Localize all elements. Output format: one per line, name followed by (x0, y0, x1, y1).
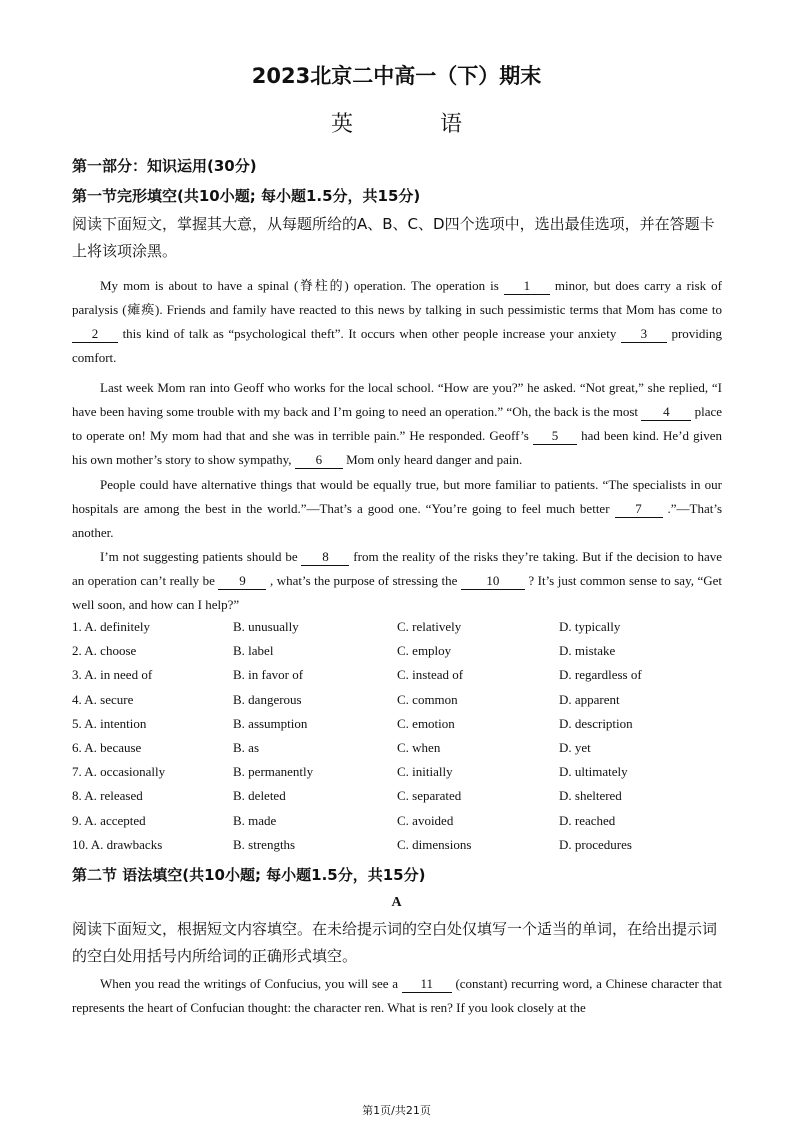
section1-instruction: 阅读下面短文，掌握其大意，从每题所给的A、B、C、D四个选项中，选出最佳选项，并在答题卡上将该项涂黑。 (72, 215, 715, 260)
option-1-B: B. unusually (233, 619, 299, 634)
option-4-C: C. common (397, 691, 458, 707)
option-10-D: D. procedures (559, 836, 632, 852)
option-7-A: 7. A. occasionally (72, 764, 166, 780)
option-row-1 (72, 619, 732, 641)
option-1-A: 1. A. definitely (72, 619, 150, 634)
option-row-10 (72, 837, 732, 859)
option-6-B: B. as (233, 740, 259, 755)
option-row-5 (72, 716, 732, 738)
blank-3: 3 (621, 326, 667, 343)
option-4-D: D. apparent (559, 691, 620, 707)
blank-1: 1 (504, 278, 550, 295)
option-8-D: D. sheltered (559, 788, 622, 804)
option-3-A: 3. A. in need of (72, 667, 153, 683)
option-8-B: B. deleted (233, 788, 286, 804)
passage-letter: A (391, 895, 402, 910)
option-6-D: D. yet (559, 740, 591, 755)
option-2-B: B. label (233, 643, 274, 659)
cloze-paragraph-2: Last week Mom ran into Geoff who works for the local school. “How are you?” he asked. “Not great,” she replied, “I have been having some trouble with my back and I’m going to need an operation.” “Oh, the back is the most 4 place to operate on! My mom had that and she was in terrible pain.” He responded. Geoff’s 5 had been kind. He’d given his own mother’s story to show sympathy, 6 Mom only heard danger and pain. (72, 380, 723, 467)
option-5-D: D. description (559, 715, 633, 731)
option-7-C: C. initially (397, 764, 453, 780)
option-6-C: C. when (397, 740, 441, 755)
cloze-paragraph-4: I’m not suggesting patients should be 8 from the reality of the risks they’re taking. But if the decision to have an operation can’t really be 9 , what’s the purpose of stressing the 10 ? It’s just common sense to say, “Get well soon, and how can I help?” (72, 549, 723, 612)
option-2-A: 2. A. choose (72, 643, 137, 659)
option-2-D: D. mistake (559, 643, 616, 659)
option-row-2 (72, 643, 732, 665)
option-8-C: C. separated (397, 788, 462, 804)
part1-heading: 第一部分：知识运用(30分) (72, 157, 257, 175)
page-number: 第1页/共21页 (362, 1104, 431, 1117)
option-3-D: D. regardless of (559, 667, 642, 683)
subject-title: 英 语 (331, 112, 502, 137)
blank-10: 10 (461, 573, 525, 590)
option-row-8 (72, 788, 732, 810)
option-row-9 (72, 813, 732, 835)
cloze-paragraph-3: People could have alternative things that would be equally true, but more familiar to patients. “The specialists in our hospitals are among the best in the world.”—That’s a good one. “You’re going to feel much better 7 .”—That’s another. (72, 477, 723, 540)
option-1-C: C. relatively (397, 619, 462, 634)
option-9-D: D. reached (559, 812, 616, 828)
option-4-B: B. dangerous (233, 691, 302, 707)
option-5-A: 5. A. intention (72, 715, 147, 731)
option-row-7 (72, 764, 732, 786)
option-2-C: C. employ (397, 643, 452, 659)
option-1-D: D. typically (559, 619, 621, 634)
option-row-3 (72, 667, 732, 689)
blank-9: 9 (218, 573, 266, 590)
option-5-C: C. emotion (397, 715, 455, 731)
option-4-A: 4. A. secure (72, 691, 134, 707)
option-7-B: B. permanently (233, 764, 314, 780)
option-9-A: 9. A. accepted (72, 812, 146, 828)
option-10-B: B. strengths (233, 836, 296, 852)
option-10-A: 10. A. drawbacks (72, 836, 163, 852)
option-5-B: B. assumption (233, 715, 308, 731)
exam-title: 2023北京二中高一（下）期末 (251, 64, 542, 88)
section1-heading: 第一节完形填空(共10小题; 每小题1.5分，共15分) (72, 187, 421, 205)
option-row-6 (72, 740, 732, 762)
option-row-4 (72, 692, 732, 714)
option-9-C: C. avoided (397, 812, 454, 828)
cloze-paragraph-1: My mom is about to have a spinal (脊柱的) operation. The operation is 1 minor, but does carry a risk of paralysis (瘫痪). Friends and family have reacted to this news by talking in such pessimistic terms that Mom has come to 2 this kind of talk as “psychological theft”. It occurs when other people increase your anxiety 3 providing comfort. (72, 278, 723, 365)
blank-5: 5 (533, 428, 577, 445)
blank-2: 2 (72, 326, 118, 343)
blank-11: 11 (402, 976, 452, 993)
grammar-paragraph-1: When you read the writings of Confucius, you will see a 11 (constant) recurring word, a Chinese character that represents the heart of Confucian thought: the character ren. What is ren? If you look closely at the (72, 976, 722, 1015)
blank-8: 8 (301, 549, 349, 566)
section2-instruction: 阅读下面短文，根据短文内容填空。在未给提示词的空白处仅填写一个适当的单词，在给出提示词的空白处用括号内所给词的正确形式填空。 (72, 920, 718, 965)
option-10-C: C. dimensions (397, 836, 472, 852)
option-6-A: 6. A. because (72, 740, 142, 755)
blank-4: 4 (641, 404, 691, 421)
option-9-B: B. made (233, 812, 277, 828)
section2-heading: 第二节 语法填空(共10小题; 每小题1.5分，共15分) (72, 866, 426, 884)
blank-7: 7 (615, 501, 663, 518)
option-8-A: 8. A. released (72, 788, 143, 804)
option-3-C: C. instead of (397, 667, 464, 683)
option-3-B: B. in favor of (233, 667, 304, 683)
blank-6: 6 (295, 452, 343, 469)
option-7-D: D. ultimately (559, 764, 628, 780)
